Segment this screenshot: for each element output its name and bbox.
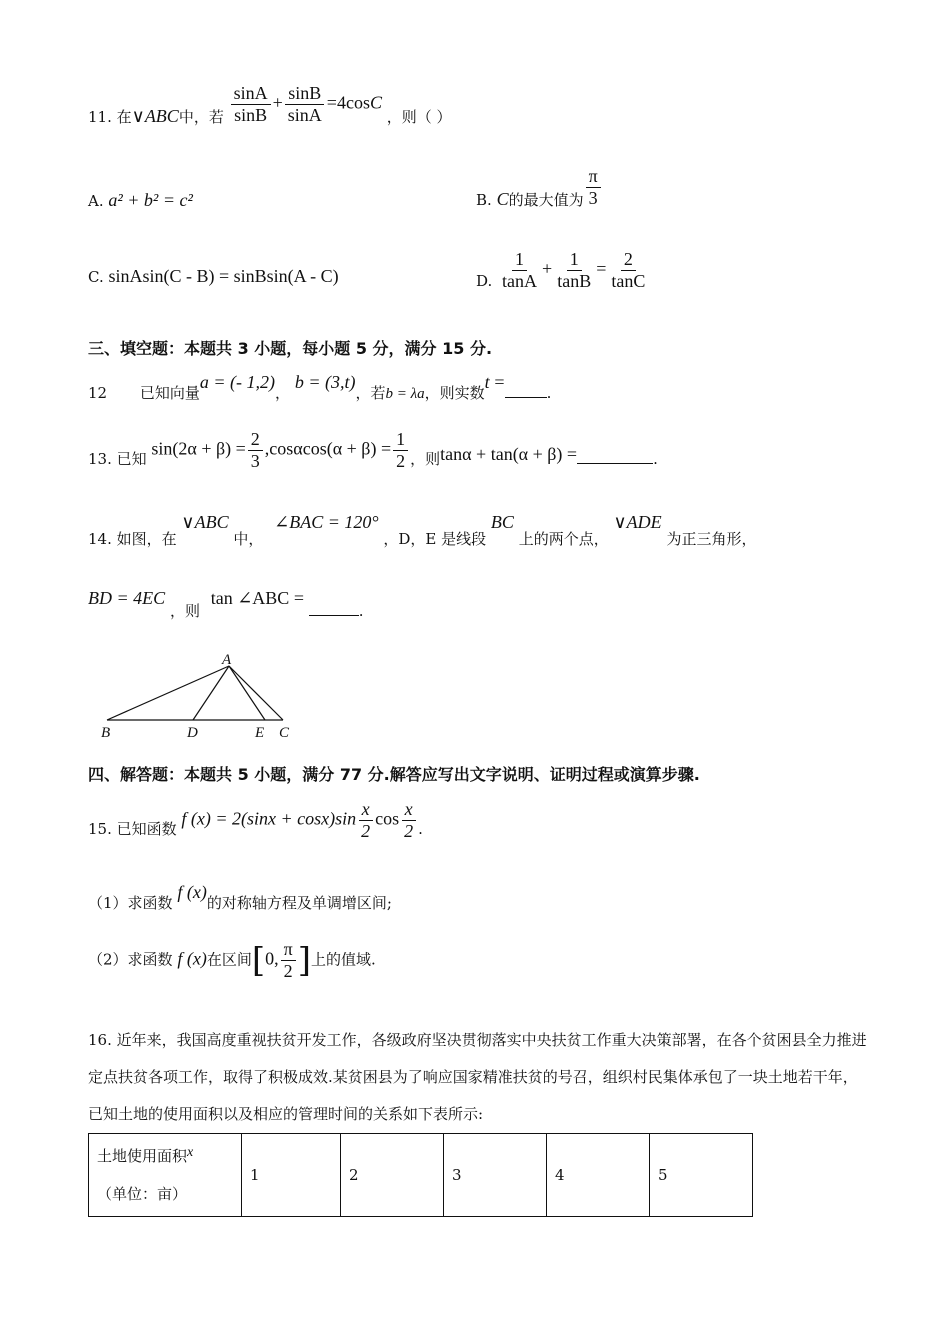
table-row: [89, 1134, 753, 1217]
q11-stem: 11. 在∨ABC中，若 $\frac{\sin A}{\sin B}$ + $\frac{\sin B}{\sin A}$ =4cosC ，则（ ）: [88, 83, 452, 127]
q15-part2: （2）求函数 f (x)在区间[0, $\frac{\pi}{2}$ ]上的值域.: [88, 939, 376, 981]
table-cell: 3: [444, 1134, 547, 1217]
table-cell: 4: [547, 1134, 650, 1217]
q16-data-table: [88, 1133, 753, 1217]
q11-frac-2: $\frac{\sin B}{\sin A}$: [285, 84, 325, 125]
q14-stem-line1: 14. 如图，在 ∨ABC 中， ∠BAC = 120° ，D，E 是线段 BC 上的两个点， ∨ADE 为正三角形，: [88, 512, 757, 548]
section-4-heading: 四、解答题：本题共 5 小题，满分 77 分.解答应写出文字说明、证明过程或演算步骤.: [88, 765, 700, 784]
q14-stem-line2: BD = 4EC ，则 tan ∠ABC = .: [88, 588, 364, 620]
q11-option-b: B. C的最大值为 $\frac{\pi}{3}$: [476, 167, 603, 208]
table-header-cell: 土地使用面积x （单位：亩）: [89, 1134, 242, 1217]
q11-option-d: D. $\frac{1}{\tan A}$ + $\frac{1}{\tan B}$ = $\frac{2}{\tan C}$: [476, 249, 646, 291]
q13-stem: 13. 已知 sin(2α + β) = $\frac{2}{3}$ ,cosαcos(α + β) = $\frac{1}{2}$ ，则tanα + tan(α + β) = .: [88, 429, 658, 471]
q12-stem: 12 已知向量a = (- 1,2)， b = (3,t)，若b = λa，则实数t =.: [88, 372, 552, 402]
table-cell: 5: [650, 1134, 753, 1217]
q12-answer-blank[interactable]: [505, 383, 547, 398]
label-e: E: [255, 725, 265, 741]
q15-part1: （1）求函数 f (x)的对称轴方程及单调增区间;: [88, 882, 392, 912]
q16-stem: 16. 近年来，我国高度重视扶贫开发工作，各级政府坚决贯彻落实中央扶贫工作重大决策部署，在各个贫困县全力推进定点扶贫各项工作，取得了积极成效.某贫困县为了响应国家精准扶贫的号召，组织村民集体承包了一块土地若干年，已知土地的使用面积以及相应的管理时间的关系如下表所示:: [88, 1031, 867, 1123]
label-a: A: [222, 652, 232, 668]
label-c: C: [279, 725, 290, 741]
q14-answer-blank[interactable]: [309, 601, 359, 616]
label-b: B: [101, 725, 111, 741]
edge-ac: [229, 666, 283, 720]
table-cell: 2: [341, 1134, 444, 1217]
q15-stem: 15. 已知函数 f (x) = 2(sinx + cosx)sin $\frac{x}{2}$ cos $\frac{x}{2}$ .: [88, 799, 423, 841]
label-d: D: [187, 725, 198, 741]
q13-answer-blank[interactable]: [577, 449, 653, 464]
table-cell: 1: [242, 1134, 341, 1217]
q11-option-c: C. sinAsin(C - B) = sinBsin(A - C): [88, 266, 339, 286]
section-3-heading: 三、填空题：本题共 3 小题，每小题 5 分，满分 15 分.: [88, 339, 493, 358]
q11-frac-1: $\frac{\sin A}{\sin B}$: [231, 84, 271, 125]
edge-ae: [229, 666, 265, 720]
q14-triangle-figure: [95, 648, 305, 744]
q11-option-a: A. a² + b² = c²: [88, 190, 193, 210]
